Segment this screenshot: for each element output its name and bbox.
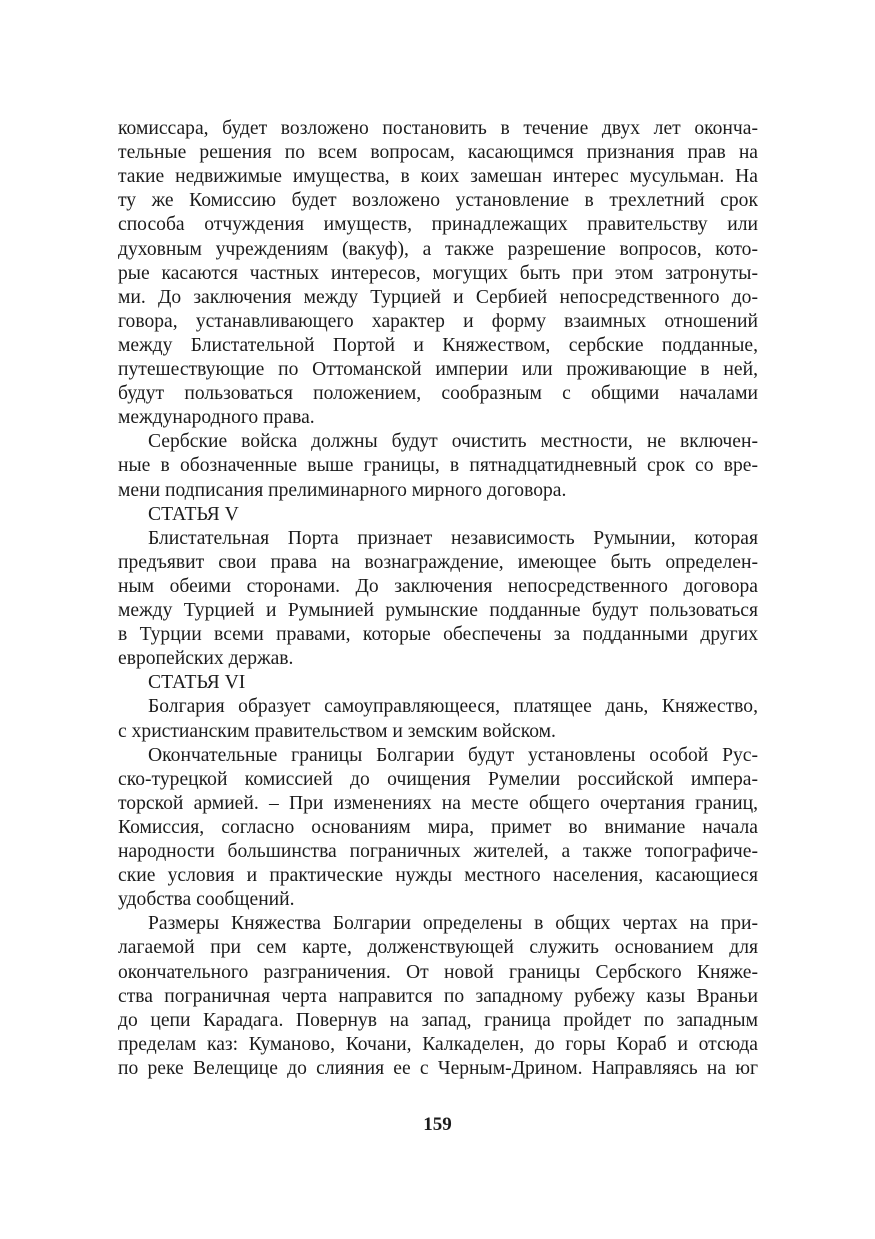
text-line: международного права. xyxy=(118,407,315,429)
text-line: тельные решения по всем вопросам, касающимся признания прав на xyxy=(118,142,758,164)
text-line: с христианским правительством и земским войском. xyxy=(118,720,556,742)
text-line: до цепи Карадага. Повернув на запад, граница пройдет по западным xyxy=(118,1009,758,1031)
text-line: удобства сообщений. xyxy=(118,889,295,911)
text-line: рые касаются частных интересов, могущих быть при этом затронуты- xyxy=(118,262,758,284)
page-number: 159 xyxy=(423,1114,452,1135)
text-line: предъявит свои права на вознаграждение, имеющее быть определен- xyxy=(118,551,758,573)
text-line: путешествующие по Оттоманской империи или проживающие в ней, xyxy=(118,359,758,380)
text-line: Комиссия, согласно основаниям мира, примет во внимание начала xyxy=(118,816,758,838)
text-line: способа отчуждения имуществ, принадлежащих правительству или xyxy=(118,214,758,236)
text-line: Сербские войска должны будут очистить местности, не включен- xyxy=(148,431,758,453)
article-heading: СТАТЬЯ V xyxy=(148,503,239,525)
text-line: ско-турецкой комиссией до очищения Румелии российской импера- xyxy=(118,768,758,790)
text-line: европейских держав. xyxy=(118,648,294,670)
text-line: между Блистательной Портой и Княжеством, сербские подданные, xyxy=(118,334,758,356)
text-line: между Турцией и Румынией румынские подданные будут пользоваться xyxy=(118,600,758,621)
text-line: будут пользоваться положением, сообразным с общими началами xyxy=(118,383,758,405)
text-line: окончательного разграничения. От новой границы Сербского Княже- xyxy=(118,961,758,983)
text-line: Блистательная Порта признает независимость Румынии, которая xyxy=(148,527,758,549)
text-line: по реке Велещице до слияния ее с Черным-Дрином. Направляясь на юг xyxy=(118,1057,758,1079)
text-line: торской армией. – При изменениях на месте общего очертания границ, xyxy=(118,792,758,814)
text-line: духовным учреждениям (вакуф), а также разрешение вопросов, кото- xyxy=(118,238,758,260)
text-line: комиссара, будет возложено постановить в течение двух лет оконча- xyxy=(118,118,758,139)
text-line: ми. До заключения между Турцией и Сербией непосредственного до- xyxy=(118,286,758,308)
text-line: Болгария образует самоуправляющееся, платящее дань, Княжество, xyxy=(148,696,758,718)
text-line: ства пограничная черта направится по западному рубежу казы Враньи xyxy=(118,985,758,1007)
text-line: ту же Комиссию будет возложено установление в трехлетний срок xyxy=(118,190,758,212)
text-line: в Турции всеми правами, которые обеспечены за подданными других xyxy=(118,624,758,646)
text-line: пределам каз: Куманово, Кочани, Калкаделен, до горы Кораб и отсюда xyxy=(118,1033,758,1055)
text-line: такие недвижимые имущества, в коих замешан интерес мусульман. На xyxy=(118,166,758,188)
text-line: Размеры Княжества Болгарии определены в общих чертах на при- xyxy=(148,913,758,935)
text-line: ные в обозначенные выше границы, в пятнадцатидневный срок со вре- xyxy=(118,455,758,477)
text-line: лагаемой при сем карте, долженствующей служить основанием для xyxy=(118,937,758,959)
text-line: говора, устанавливающего характер и форму взаимных отношений xyxy=(118,310,758,332)
text-line: народности большинства пограничных жителей, а также топографиче- xyxy=(118,841,758,862)
text-line: мени подписания прелиминарного мирного договора. xyxy=(118,479,567,501)
article-heading: СТАТЬЯ VI xyxy=(148,672,246,694)
text-line: ские условия и практические нужды местного населения, касающиеся xyxy=(118,865,758,887)
text-line: ным обеими сторонами. До заключения непосредственного договора xyxy=(118,575,758,597)
text-line: Окончательные границы Болгарии будут установлены особой Рус- xyxy=(148,744,758,766)
